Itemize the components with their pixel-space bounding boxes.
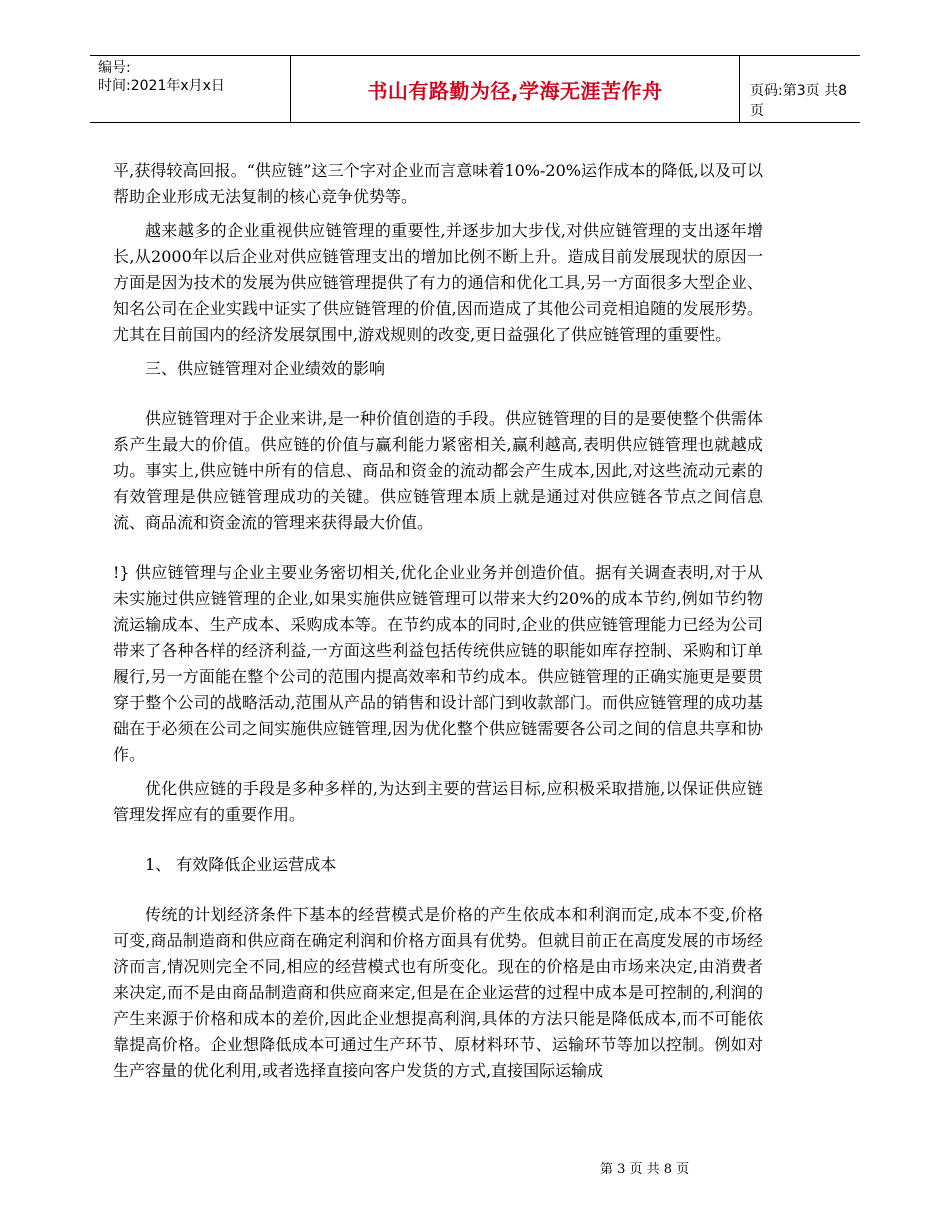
subheading-1: 1、 有效降低企业运营成本 bbox=[145, 855, 337, 874]
document-body bbox=[113, 158, 763, 1084]
header-meta bbox=[98, 59, 225, 95]
document-number-label: 编号: bbox=[98, 60, 131, 76]
paragraph-3: 供应链管理对于企业来讲,是一种价值创造的手段。供应链管理的目的是要使整个供需体系产生最大的价值。供应链的价值与赢利能力紧密相关,赢利越高,表明供应链管理也就越成功。事实上,供应链中所有的信息、商品和资金的流动都会产生成本,因此,对这些流动元素的有效管理是供应链管理成功的关键。供应链管理本质上就是通过对供应链各节点之间信息流、商品流和资金流的管理来获得最大价值。 bbox=[113, 409, 763, 532]
document-time: 时间:2021年x月x日 bbox=[98, 78, 225, 94]
paragraph-2: 越来越多的企业重视供应链管理的重要性,并逐步加大步伐,对供应链管理的支出逐年增长,从2000年以后企业对供应链管理支出的增加比例不断上升。造成目前发展现状的原因一方面是因为技术的发展为供应链管理提供了有力的通信和优化工具,另一方面很多大型企业、知名公司在企业实践中证实了供应链管理的价值,因而造成了其他公司竞相追随的发展形势。尤其在目前国内的经济发展氛围中,游戏规则的改变,更日益强化了供应链管理的重要性。 bbox=[113, 221, 763, 344]
header-motto: 书山有路勤为径,学海无涯苦作舟 bbox=[290, 56, 740, 122]
header-page-info: 页码:第3页 共8页 bbox=[750, 83, 847, 119]
paragraph-6: 传统的计划经济条件下基本的经营模式是价格的产生依成本和利润而定,成本不变,价格可变,商品制造商和供应商在确定利润和价格方面具有优势。但就目前正在高度发展的市场经济而言,情况则完全不同,相应的经营模式也有所变化。现在的价格是由市场来决定,由消费者来决定,而不是由商品制造商和供应商来定,但是在企业运营的过程中成本是可控制的,利润的产生来源于价格和成本的差价,因此企业想提高利润,具体的方法只能是降低成本,而不可能依靠提高价格。企业想降低成本可通过生产环节、原材料环节、运输环节等加以控制。例如对生产容量的优化利用,或者选择直接向客户发货的方式,直接国际运输成 bbox=[113, 905, 763, 1080]
paragraph-1: 平,获得较高回报。“供应链”这三个字对企业而言意味着10%-20%运作成本的降低,以及可以帮助企业形成无法复制的核心竞争优势等。 bbox=[113, 161, 763, 206]
section-heading-3: 三、供应链管理对企业绩效的影响 bbox=[145, 359, 386, 378]
page-footer: 第 3 页 共 8 页 bbox=[600, 1162, 690, 1177]
paragraph-5: 优化供应链的手段是多种多样的,为达到主要的营运目标,应积极采取措施,以保证供应链管理发挥应有的重要作用。 bbox=[113, 779, 763, 824]
paragraph-4: !} 供应链管理与企业主要业务密切相关,优化企业业务并创造价值。据有关调查表明,对于从未实施过供应链管理的企业,如果实施供应链管理可以带来大约20%的成本节约,例如节约物流运输成本、生产成本、采购成本等。在节约成本的同时,企业的供应链管理能力已经为公司带来了各种各样的经济利益,一方面这些利益包括传统供应链的职能如库存控制、采购和订单履行,另一方面能在整个公司的范围内提高效率和节约成本。供应链管理的正确实施更是要贯穿于整个公司的战略活动,范围从产品的销售和设计部门到收款部门。而供应链管理的成功基础在于必须在公司之间实施供应链管理,因为优化整个供应链需要各公司之间的信息共享和协作。 bbox=[113, 563, 763, 764]
page-header bbox=[90, 55, 860, 123]
